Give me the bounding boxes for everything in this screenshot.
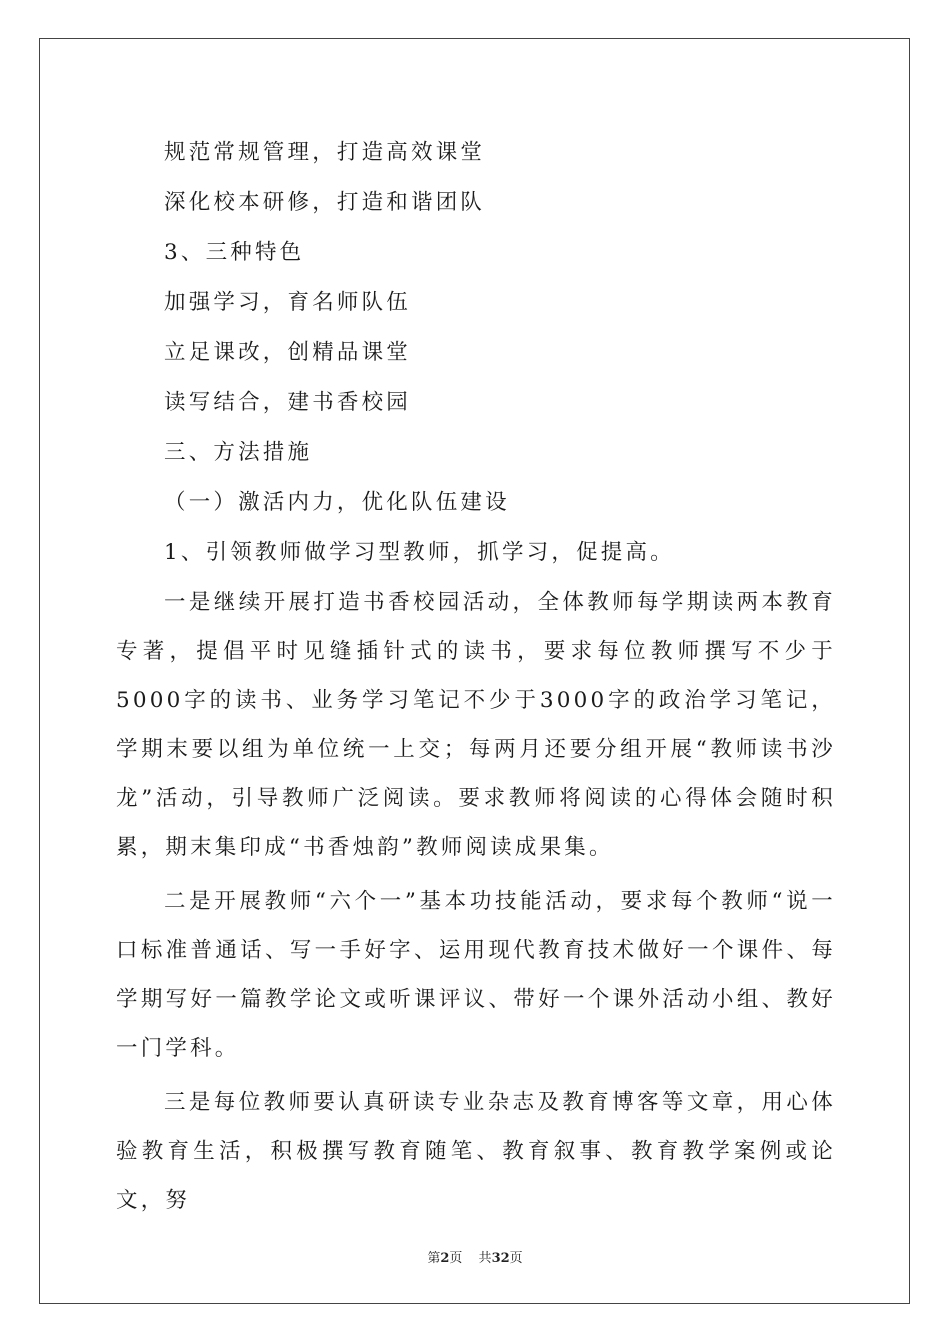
paragraph-text: 三是每位教师要认真研读专业杂志及教育博客等文章，用心体验教育生活，积极撰写教育随笔、教育叙事、教育教学案例或论文，努 (116, 1090, 836, 1213)
paragraph (116, 578, 836, 872)
section-heading: 三、方法措施 (164, 440, 313, 465)
paragraph-text: 二是开展教师“六个一”基本功技能活动，要求每个教师“说一口标准普通话、写一手好字、运用现代教育技术做好一个课件、每学期写好一篇教学论文或听课评议、带好一个课外活动小组、教好一门学科。 (116, 889, 836, 1061)
text-line: 规范常规管理，打造高效课堂 (164, 140, 486, 165)
text-line: 加强学习，育名师队伍 (164, 290, 412, 315)
page-number: 第2页 (427, 1251, 463, 1266)
subsection-heading: （一）激活内力，优化队伍建设 (164, 490, 510, 515)
text-line: 深化校本研修，打造和谐团队 (164, 190, 486, 215)
page-footer (0, 1247, 950, 1266)
text-line: 立足课改，创精品课堂 (164, 340, 412, 365)
text-line: 1、引领教师做学习型教师，抓学习，促提高。 (164, 540, 675, 565)
page-total: 共32页 (478, 1251, 523, 1266)
text-line: 读写结合，建书香校园 (164, 390, 412, 415)
section-heading: 3、三种特色 (164, 240, 305, 265)
paragraph-text: 一是继续开展打造书香校园活动，全体教师每学期读两本教育专著，提倡平时见缝插针式的读书，要求每位教师撰写不少于5000字的读书、业务学习笔记不少于3000字的政治学习笔记，学期末要以组为单位统一上交；每两月还要分组开展“教师读书沙龙”活动，引导教师广泛阅读。要求教师将阅读的心得体会随时积累，期末集印成“书香烛韵”教师阅读成果集。 (116, 590, 836, 860)
document-body (116, 128, 836, 1225)
paragraph (116, 877, 836, 1073)
paragraph (116, 1078, 836, 1225)
